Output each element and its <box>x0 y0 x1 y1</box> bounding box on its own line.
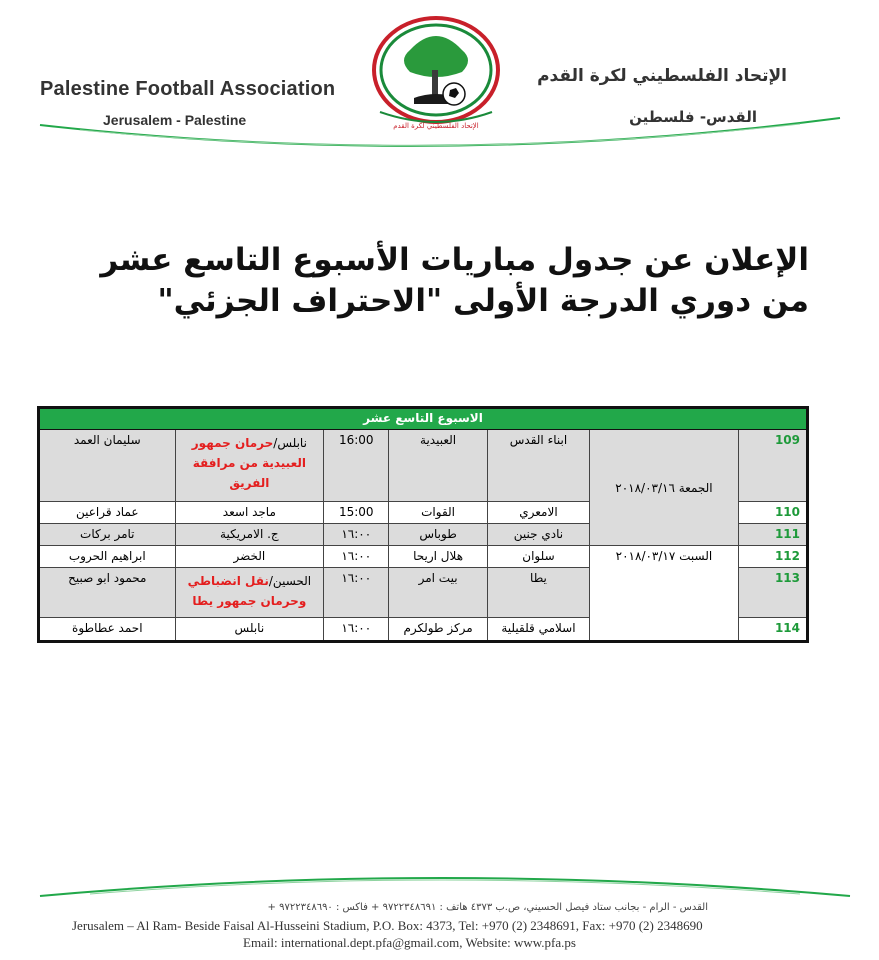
referee: تامر بركات <box>39 524 176 546</box>
away-team: القوات <box>389 502 487 524</box>
away-team: طوباس <box>389 524 487 546</box>
home-team: اسلامي قلقيلية <box>487 618 589 642</box>
match-number: 109 <box>738 430 807 502</box>
table-row <box>39 546 808 568</box>
home-team: سلوان <box>487 546 589 568</box>
away-team: بيت امر <box>389 568 487 618</box>
home-team: نادي جنين <box>487 524 589 546</box>
venue: الخضر <box>175 546 324 568</box>
announcement-title-line1: الإعلان عن جدول مباريات الأسبوع التاسع عشر <box>100 242 809 278</box>
header-divider <box>0 100 879 170</box>
match-number: 110 <box>738 502 807 524</box>
kickoff-time: ١٦:٠٠ <box>324 546 389 568</box>
table-row <box>39 430 808 502</box>
footer-contact: Email: international.dept.pfa@gmail.com, Website: www.pfa.ps <box>243 935 576 950</box>
venue: نابلس <box>175 618 324 642</box>
venue <box>175 568 324 618</box>
venue-name: نابلس/ <box>273 436 307 450</box>
kickoff-time: 16:00 <box>324 430 389 502</box>
home-team: الامعري <box>487 502 589 524</box>
footer-address-ar: القدس - الرام - بجانب ستاد فيصل الحسيني، ص.ب ٤٣٧٣ هاتف : ٩٧٢٢٣٤٨٦٩١ + فاكس : ٩٧٢٢٣٤٨٦٩٠ + <box>267 902 708 913</box>
home-team: يطا <box>487 568 589 618</box>
match-number: 111 <box>738 524 807 546</box>
footer-address-en: Jerusalem – Al Ram- Beside Faisal Al-Husseini Stadium, P.O. Box: 4373, Tel: +970 (2) 2348691, Fax: +970 (2) 2348690 <box>72 918 703 933</box>
kickoff-time: ١٦:٠٠ <box>324 524 389 546</box>
venue: ماجد اسعد <box>175 502 324 524</box>
org-city-en: Jerusalem - Palestine <box>103 112 247 128</box>
week-title: الاسبوع التاسع عشر <box>39 408 808 430</box>
venue-note: نقل انضباطي وحرمان جمهور يطا <box>187 574 307 608</box>
kickoff-time: ١٦:٠٠ <box>324 618 389 642</box>
venue: ج. الامريكية <box>175 524 324 546</box>
venue-name: الحسين/ <box>268 574 312 588</box>
org-name-en: Palestine Football Association <box>40 78 336 100</box>
match-number: 113 <box>738 568 807 618</box>
announcement-title-line2: من دوري الدرجة الأولى "الاحتراف الجزئي" <box>157 283 809 319</box>
org-name-ar: الإتحاد الفلسطيني لكرة القدم <box>537 66 787 86</box>
referee: ابراهيم الحروب <box>39 546 176 568</box>
referee: عماد قراعين <box>39 502 176 524</box>
footer-divider <box>0 866 879 926</box>
kickoff-time: 15:00 <box>324 502 389 524</box>
referee: محمود ابو صبيح <box>39 568 176 618</box>
away-team: مركز طولكرم <box>389 618 487 642</box>
away-team: هلال اريحا <box>389 546 487 568</box>
venue-note: حرمان جمهور العبيدية من مرافقة الفريق <box>191 436 306 490</box>
home-team: ابناء القدس <box>487 430 589 502</box>
org-city-ar: القدس- فلسطين <box>629 108 757 126</box>
match-number: 114 <box>738 618 807 642</box>
logo-caption: الإتحاد الفلسطيني لكرة القدم <box>393 122 479 130</box>
match-date: السبت ٢٠١٨/٠٣/١٧ <box>590 546 739 642</box>
match-date: الجمعة ٢٠١٨/٠٣/١٦ <box>590 430 739 546</box>
match-number: 112 <box>738 546 807 568</box>
venue <box>175 430 324 502</box>
match-schedule-table <box>37 406 809 643</box>
referee: احمد عطاطوة <box>39 618 176 642</box>
announcement-title <box>49 240 809 322</box>
referee: سليمان العمد <box>39 430 176 502</box>
kickoff-time: ١٦:٠٠ <box>324 568 389 618</box>
away-team: العبيدية <box>389 430 487 502</box>
